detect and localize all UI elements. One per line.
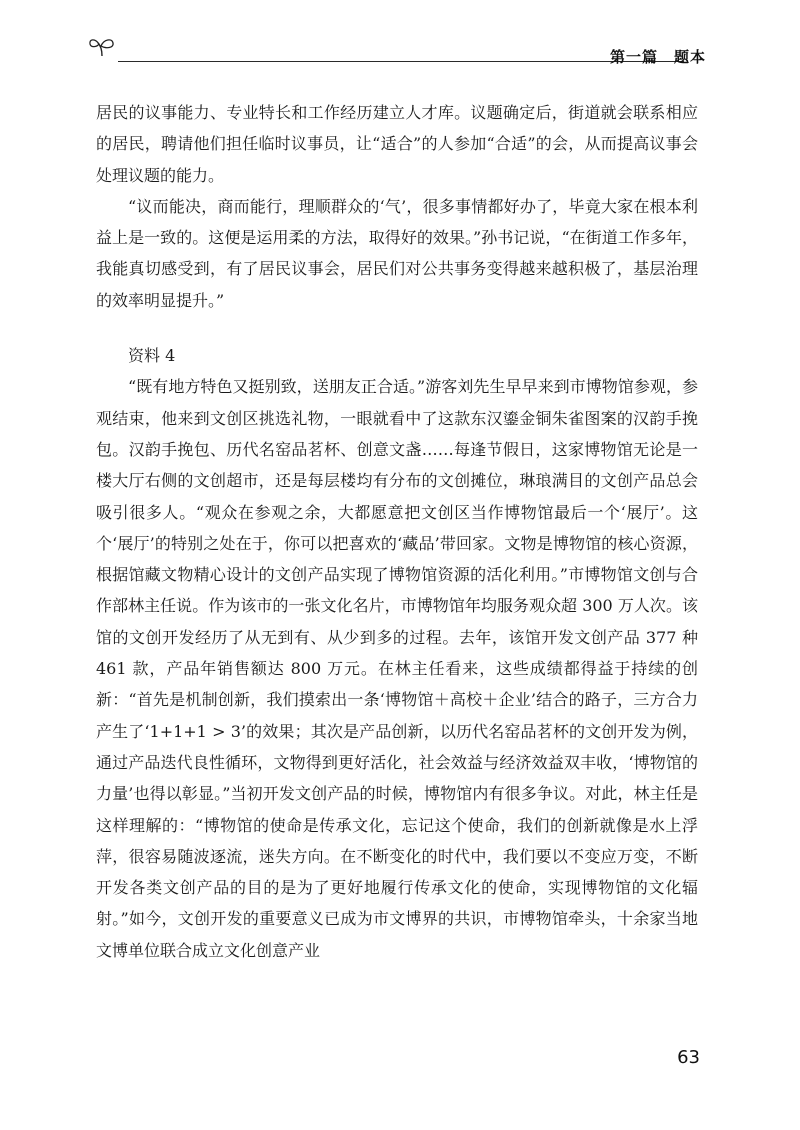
sprout-icon bbox=[88, 36, 118, 58]
paragraph: 居民的议事能力、专业特长和工作经历建立人才库。议题确定后，街道就会联系相应的居民，聘请他们担任临时议事员，让“适合”的人参加“合适”的会，从而提高议事会处理议题的能力。 bbox=[96, 103, 698, 185]
paragraph: “既有地方特色又挺别致，送朋友正合适。”游客刘先生早早来到市博物馆参观，参观结束，他来到文创区挑选礼物，一眼就看中了这款东汉鎏金铜朱雀图案的汉韵手挽包。汉韵手挽包、历代名窑品茗杯、创意文盏……每逢节假日，这家博物馆无论是一楼大厅右侧的文创超市，还是每层楼均有分布的文创摊位，琳琅满目的文创产品总会吸引很多人。“观众在参观之余，大都愿意把文创区当作博物馆最后一个‘展厅’。这个‘展厅’的特别之处在于，你可以把喜欢的‘藏品’带回家。文物是博物馆的核心资源，根据馆藏文物精心设计的文创产品实现了博物馆资源的活化利用。”市博物馆文创与合作部林主任说。作为该市的一张文化名片，市博物馆年均服务观众超 300 万人次。该馆的文创开发经历了从无到有、从少到多的过程。去年，该馆开发文创产品 377 种 461 款，产品年销售额达 800 万元。在林主任看来，这些成绩都得益于持续的创新：“首先是机制创新，我们摸索出一条‘博物馆＋高校＋企业’结合的路子，三方合力产生了‘1+1+1 > 3’的效果；其次是产品创新，以历代名窑品茗杯的文创开发为例，通过产品迭代良性循环，文物得到更好活化，社会效益与经济效益双丰收，‘博物馆的力量’也得以彰显。”当初开发文创产品的时候，博物馆内有很多争议。对此，林主任是这样理解的：“博物馆的使命是传承文化，忘记这个使命，我们的创新就像是水上浮萍，很容易随波逐流，迷失方向。在不断变化的时代中，我们要以不变应万变，不断开发各类文创产品的目的是为了更好地履行传承文化的使命，实现博物馆的文化辐射。”如今，文创开发的重要意义已成为市文博界的共识，市博物馆牵头，十余家当地文博单位联合成立文化创意产业 bbox=[96, 377, 698, 960]
section-spacer bbox=[96, 316, 698, 340]
header-divider bbox=[118, 61, 684, 62]
page-number: 63 bbox=[677, 1047, 700, 1068]
page-header bbox=[88, 30, 706, 70]
paragraph: “议而能决，商而能行，理顺群众的‘气’，很多事情都好办了，毕竟大家在根本利益上是一致的。这便是运用柔的方法，取得好的效果。”孙书记说，“在街道工作多年，我能真切感受到，有了居民议事会，居民们对公共事务变得越来越积极了，基层治理的效率明显提升。” bbox=[96, 196, 698, 310]
material-heading: 资料 4 bbox=[128, 346, 176, 366]
document-body bbox=[96, 97, 698, 966]
section-title: 第一篇 题本 bbox=[609, 48, 706, 66]
